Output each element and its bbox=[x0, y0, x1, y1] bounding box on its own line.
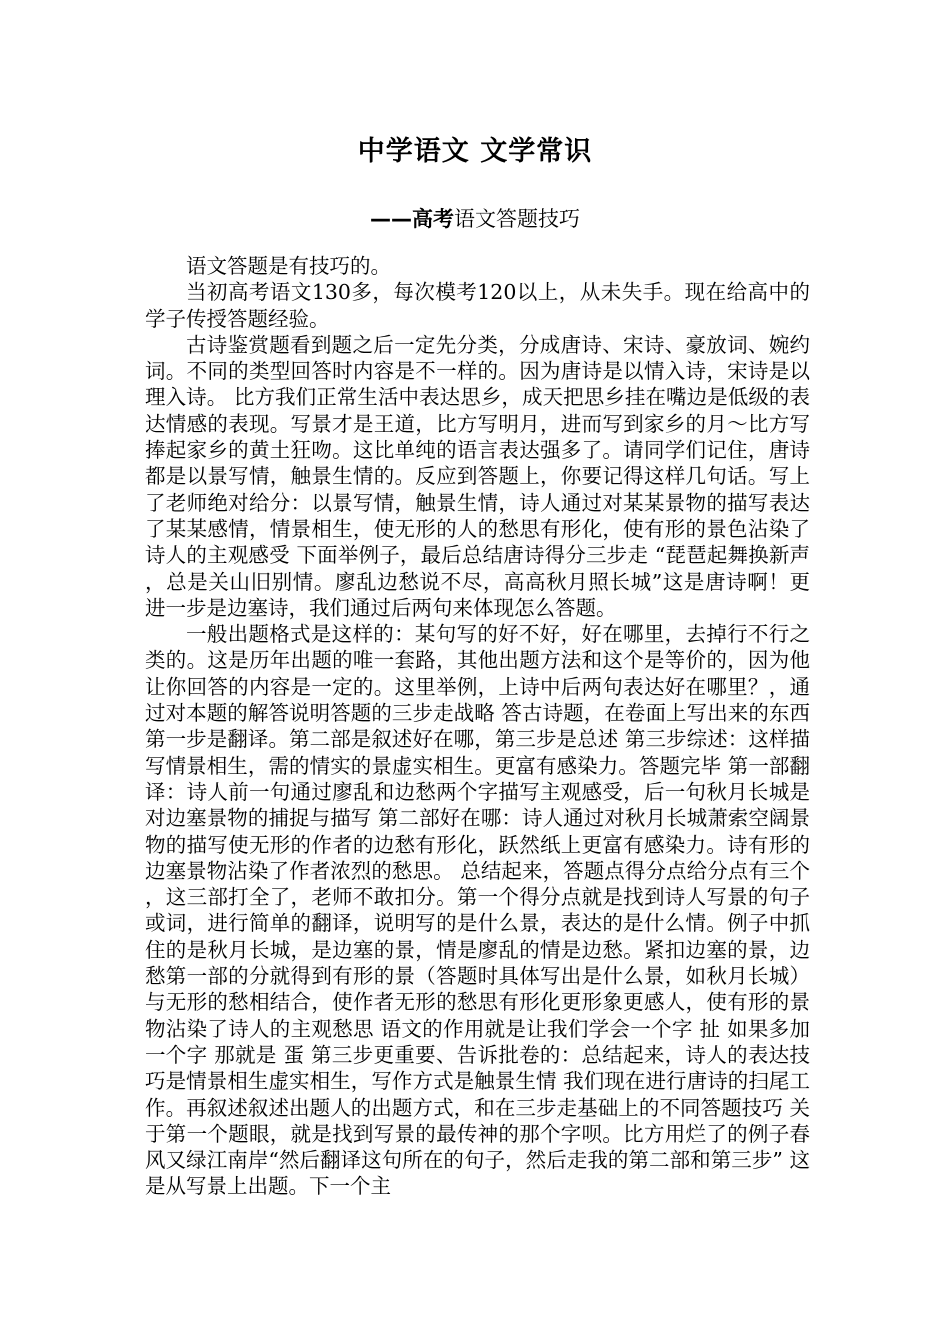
subtitle-strong: 高考 bbox=[412, 207, 454, 231]
paragraph: 当初高考语文130多，每次模考120以上，从未失手。现在给高中的学子传授答题经验。 bbox=[145, 280, 810, 331]
paragraph: 语文答题是有技巧的。 bbox=[186, 254, 391, 278]
paragraph: 古诗鉴赏题看到题之后一定先分类，分成唐诗、宋诗、豪放词、婉约词。不同的类型回答时内容是不一样的。因为唐诗是以情入诗，宋诗是以理入诗。 比方我们正常生活中表达思乡，成天把思乡挂在嘴边是低级的表达情感的表现。写景才是王道，比方写明月，进而写到家乡的月～比方写捧起家乡的黄土狂吻。这比单纯的语言表达强多了。请同学们记住，唐诗都是以景写情，触景生情的。反应到答题上，你要记得这样几句话。写上了老师绝对给分：以景写情，触景生情，诗人通过对某某景物的描写表达了某某感情，情景相生，使无形的人的愁思有形化，使有形的景色沾染了诗人的主观感受 下面举例子，最后总结唐诗得分三步走 “琵琶起舞换新声，总是关山旧别情。廖乱边愁说不尽，高高秋月照长城”这是唐诗啊！更进一步是边塞诗，我们通过后两句来体现怎么答题。 bbox=[145, 332, 810, 620]
document-subtitle bbox=[0, 203, 950, 235]
subtitle-rest: 语文答题技巧 bbox=[454, 207, 580, 231]
document-body bbox=[145, 253, 810, 1200]
document-title: 中学语文 文学常识 bbox=[357, 136, 593, 167]
paragraph: 一般出题格式是这样的：某句写的好不好，好在哪里，去掉行不行之类的。这是历年出题的唯一套路，其他出题方法和这个是等价的，因为他让你回答的内容是一定的。这里举例，上诗中后两句表达好在哪里？，通过对本题的解答说明答题的三步走战略 答古诗题，在卷面上写出来的东西第一步是翻译。第二部是叙述好在哪，第三步是总述 第三步综述：这样描写情景相生，需的情实的景虚实相生。更富有感染力。答题完毕 第一部翻译：诗人前一句通过廖乱和边愁两个字描写主观感受，后一句秋月长城是对边塞景物的捕捉与描写 第二部好在哪：诗人通过对秋月长城萧索空阔景物的描写使无形的作者的边愁有形化，跃然纸上更富有感染力。诗有形的边塞景物沾染了作者浓烈的愁思。 总结起来，答题点得分点给分点有三个，这三部打全了，老师不敢扣分。第一个得分点就是找到诗人写景的句子或词，进行简单的翻译，说明写的是什么景，表达的是什么情。例子中抓住的是秋月长城，是边塞的景，情是廖乱的情是边愁。紧扣边塞的景，边愁第一部的分就得到有形的景（答题时具体写出是什么景，如秋月长城）与无形的愁相结合，使作者无形的愁思有形化更形象更感人，使有形的景物沾染了诗人的主观愁思 语文的作用就是让我们学会一个字 扯 如果多加一个字 那就是 蛋 第三步更重要、告诉批卷的：总结起来，诗人的表达技巧是情景相生虚实相生，写作方式是触景生情 我们现在进行唐诗的扫尾工作。再叙述叙述出题人的出题方式，和在三步走基础上的不同答题技巧 关于第一个题眼，就是找到写景的最传神的那个字呗。比方用烂了的例子春风又绿江南岸“然后翻译这句所在的句子，然后走我的第二部和第三步” 这是从写景上出题。下一个主 bbox=[145, 622, 810, 1199]
subtitle-dash: —— bbox=[370, 207, 412, 231]
